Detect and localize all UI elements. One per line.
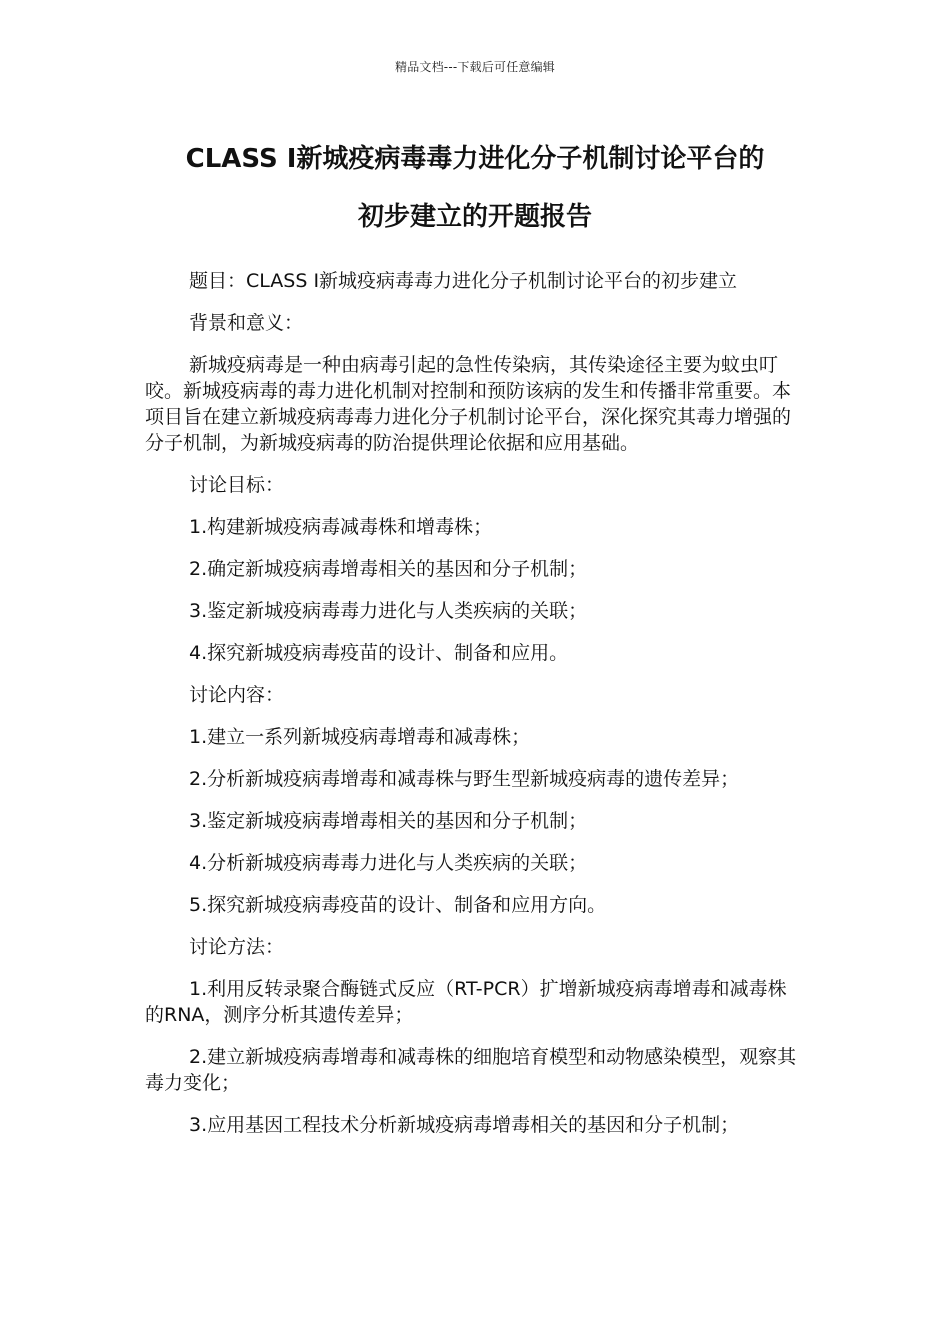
- content-item-3: 3.鉴定新城疫病毒增毒相关的基因和分子机制；: [189, 810, 588, 832]
- content-item-4: 4.分析新城疫病毒毒力进化与人类疾病的关联；: [189, 852, 588, 874]
- content-item-1: 1.建立一系列新城疫病毒增毒和减毒株；: [189, 726, 531, 748]
- goal-item-2: 2.确定新城疫病毒增毒相关的基因和分子机制；: [189, 558, 588, 580]
- goal-item-3: 3.鉴定新城疫病毒毒力进化与人类疾病的关联；: [189, 600, 588, 622]
- section-heading-background: 背景和意义：: [189, 312, 304, 334]
- header-note: 精品文档---下载后可任意编辑: [395, 60, 555, 74]
- section-heading-content: 讨论内容：: [189, 684, 285, 706]
- section-heading-methods: 讨论方法：: [189, 936, 285, 958]
- content-item-2: 2.分析新城疫病毒增毒和减毒株与野生型新城疫病毒的遗传差异；: [189, 768, 740, 790]
- method-item-3: 3.应用基因工程技术分析新城疫病毒增毒相关的基因和分子机制；: [189, 1114, 740, 1136]
- content-item-5: 5.探究新城疫病毒疫苗的设计、制备和应用方向。: [189, 894, 607, 916]
- method-item-2: 2.建立新城疫病毒增毒和减毒株的细胞培育模型和动物感染模型，观察其毒力变化；: [145, 1046, 797, 1094]
- method-item-1: 1.利用反转录聚合酶链式反应（RT-PCR）扩增新城疫病毒增毒和减毒株的RNA，测序分析其遗传差异；: [145, 978, 787, 1026]
- document-body: [145, 268, 805, 1154]
- section-heading-goals: 讨论目标：: [189, 474, 285, 496]
- topic-line: 题目：CLASS I新城疫病毒毒力进化分子机制讨论平台的初步建立: [189, 270, 738, 292]
- document-title: [110, 130, 840, 246]
- goal-item-1: 1.构建新城疫病毒减毒株和增毒株；: [189, 516, 493, 538]
- background-paragraph: 新城疫病毒是一种由病毒引起的急性传染病，其传染途径主要为蚊虫叮咬。新城疫病毒的毒力进化机制对控制和预防该病的发生和传播非常重要。本项目旨在建立新城疫病毒毒力进化分子机制讨论平台，深化探究其毒力增强的分子机制，为新城疫病毒的防治提供理论依据和应用基础。: [145, 354, 792, 454]
- title-line-2: 初步建立的开题报告: [357, 202, 592, 232]
- goal-item-4: 4.探究新城疫病毒疫苗的设计、制备和应用。: [189, 642, 569, 664]
- title-line-1: CLASS Ⅰ新城疫病毒毒力进化分子机制讨论平台的: [185, 144, 765, 174]
